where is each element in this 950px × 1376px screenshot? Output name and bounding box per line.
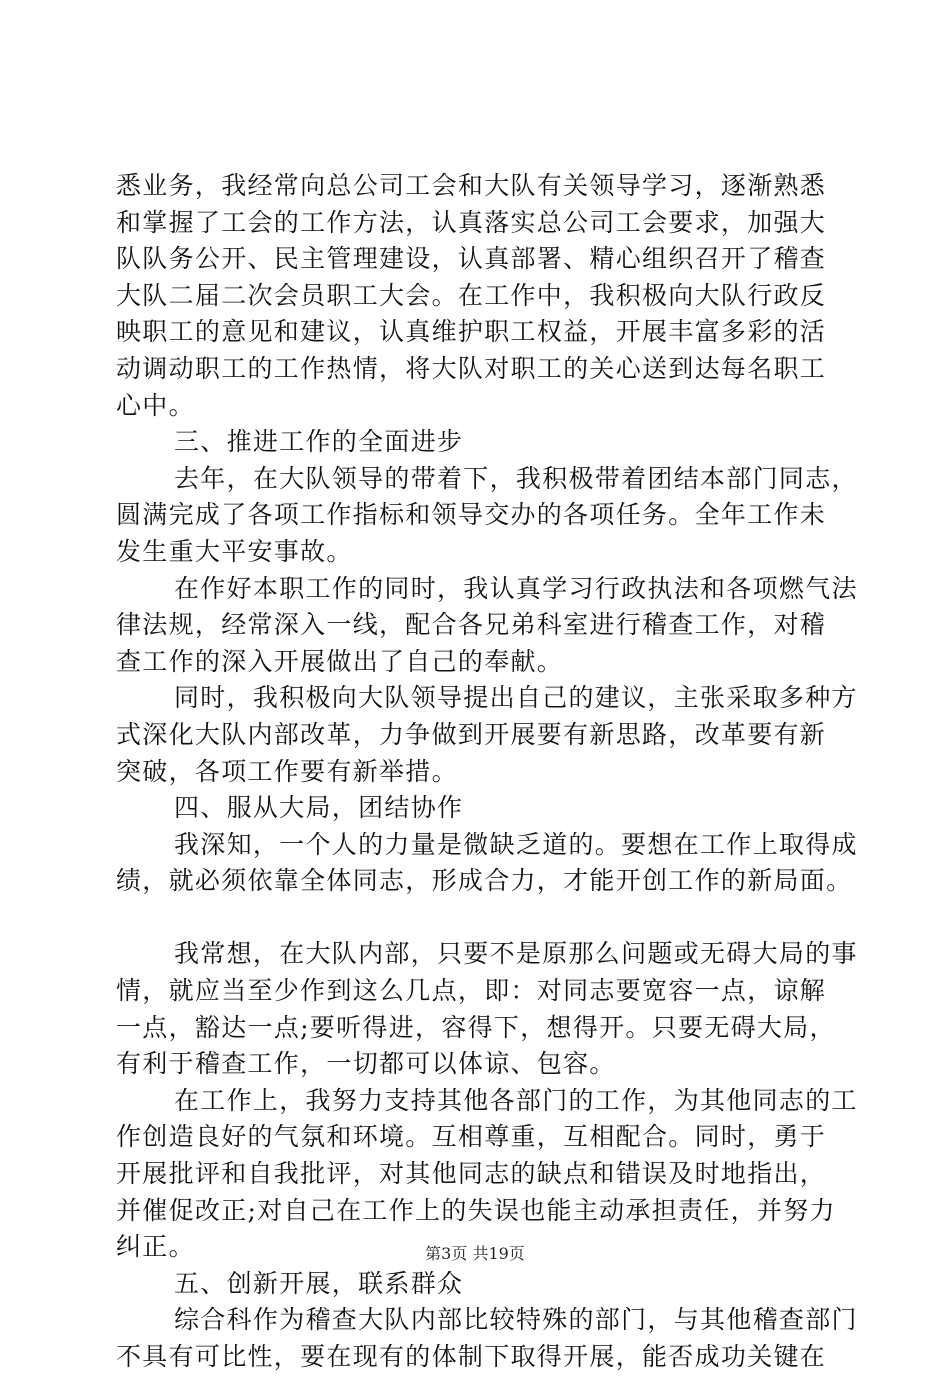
text-line: 圆满完成了各项工作指标和领导交办的各项任务。全年工作未: [116, 500, 827, 530]
section-heading: 三、推进工作的全面进步: [174, 427, 464, 457]
text-line: 和掌握了工会的工作方法，认真落实总公司工会要求，加强大: [116, 207, 827, 237]
text-line: 纠正。: [116, 1232, 195, 1262]
text-line: 查工作的深入开展做出了自己的奉献。: [116, 646, 564, 676]
text-line: 不具有可比性，要在现有的体制下取得开展，能否成功关键在: [116, 1342, 827, 1371]
text-line: 发生重大平安事故。: [116, 536, 353, 566]
text-line: 开展批评和自我批评，对其他同志的缺点和错误及时地指出，: [116, 1159, 827, 1189]
text-line: 式深化大队内部改革，力争做到开展要有新思路，改革要有新: [116, 719, 827, 749]
text-line: 动调动职工的工作热情，将大队对职工的关心送到达每名职工: [116, 353, 827, 383]
page-number: 第3页 共19页: [425, 1244, 525, 1263]
text-line: 有利于稽查工作，一切都可以体谅、包容。: [116, 1049, 616, 1079]
text-line: 映职工的意见和建议，认真维护职工权益，开展丰富多彩的活: [116, 317, 827, 347]
text-line: 同时，我积极向大队领导提出自己的建议，主张采取多种方: [174, 683, 858, 713]
text-line: 心中。: [116, 390, 195, 420]
text-line: 突破，各项工作要有新举措。: [116, 756, 458, 786]
text-line: 绩，就必须依靠全体同志，形成合力，才能开创工作的新局面。: [116, 866, 853, 896]
text-line: 大队二届二次会员职工大会。在工作中，我积极向大队行政反: [116, 280, 827, 310]
text-line: 队队务公开、民主管理建设，认真部署、精心组织召开了稽查: [116, 244, 827, 274]
text-line: 一点，豁达一点;要听得进，容得下，想得开。只要无碍大局，: [116, 1012, 836, 1042]
document-body: [116, 168, 858, 1376]
section-heading: 四、服从大局，团结协作: [174, 793, 464, 823]
text-line: 情，就应当至少作到这么几点，即：对同志要宽容一点，谅解: [116, 976, 827, 1006]
text-line: 我常想，在大队内部，只要不是原那么问题或无碍大局的事: [174, 939, 858, 969]
text-line: 悉业务，我经常向总公司工会和大队有关领导学习，逐渐熟悉: [116, 171, 827, 200]
text-line: 在作好本职工作的同时，我认真学习行政执法和各项燃气法: [174, 573, 858, 603]
text-line: 并催促改正;对自己在工作上的失误也能主动承担责任，并努力: [116, 1195, 836, 1225]
text-line: 去年，在大队领导的带着下，我积极带着团结本部门同志，: [174, 463, 858, 493]
text-line: 律法规，经常深入一线，配合各兄弟科室进行稽查工作，对稽: [116, 610, 827, 640]
text-line: 我深知，一个人的力量是微缺乏道的。要想在工作上取得成: [174, 829, 858, 859]
blank-line: [116, 900, 836, 937]
text-line: 在工作上，我努力支持其他各部门的工作，为其他同志的工: [174, 1085, 858, 1115]
text-line: 综合科作为稽查大队内部比较特殊的部门，与其他稽查部门: [174, 1305, 858, 1335]
section-heading: 五、创新开展，联系群众: [174, 1268, 464, 1298]
text-line: 作创造良好的气氛和环境。互相尊重，互相配合。同时，勇于: [116, 1122, 827, 1152]
page-footer: [0, 1244, 950, 1264]
